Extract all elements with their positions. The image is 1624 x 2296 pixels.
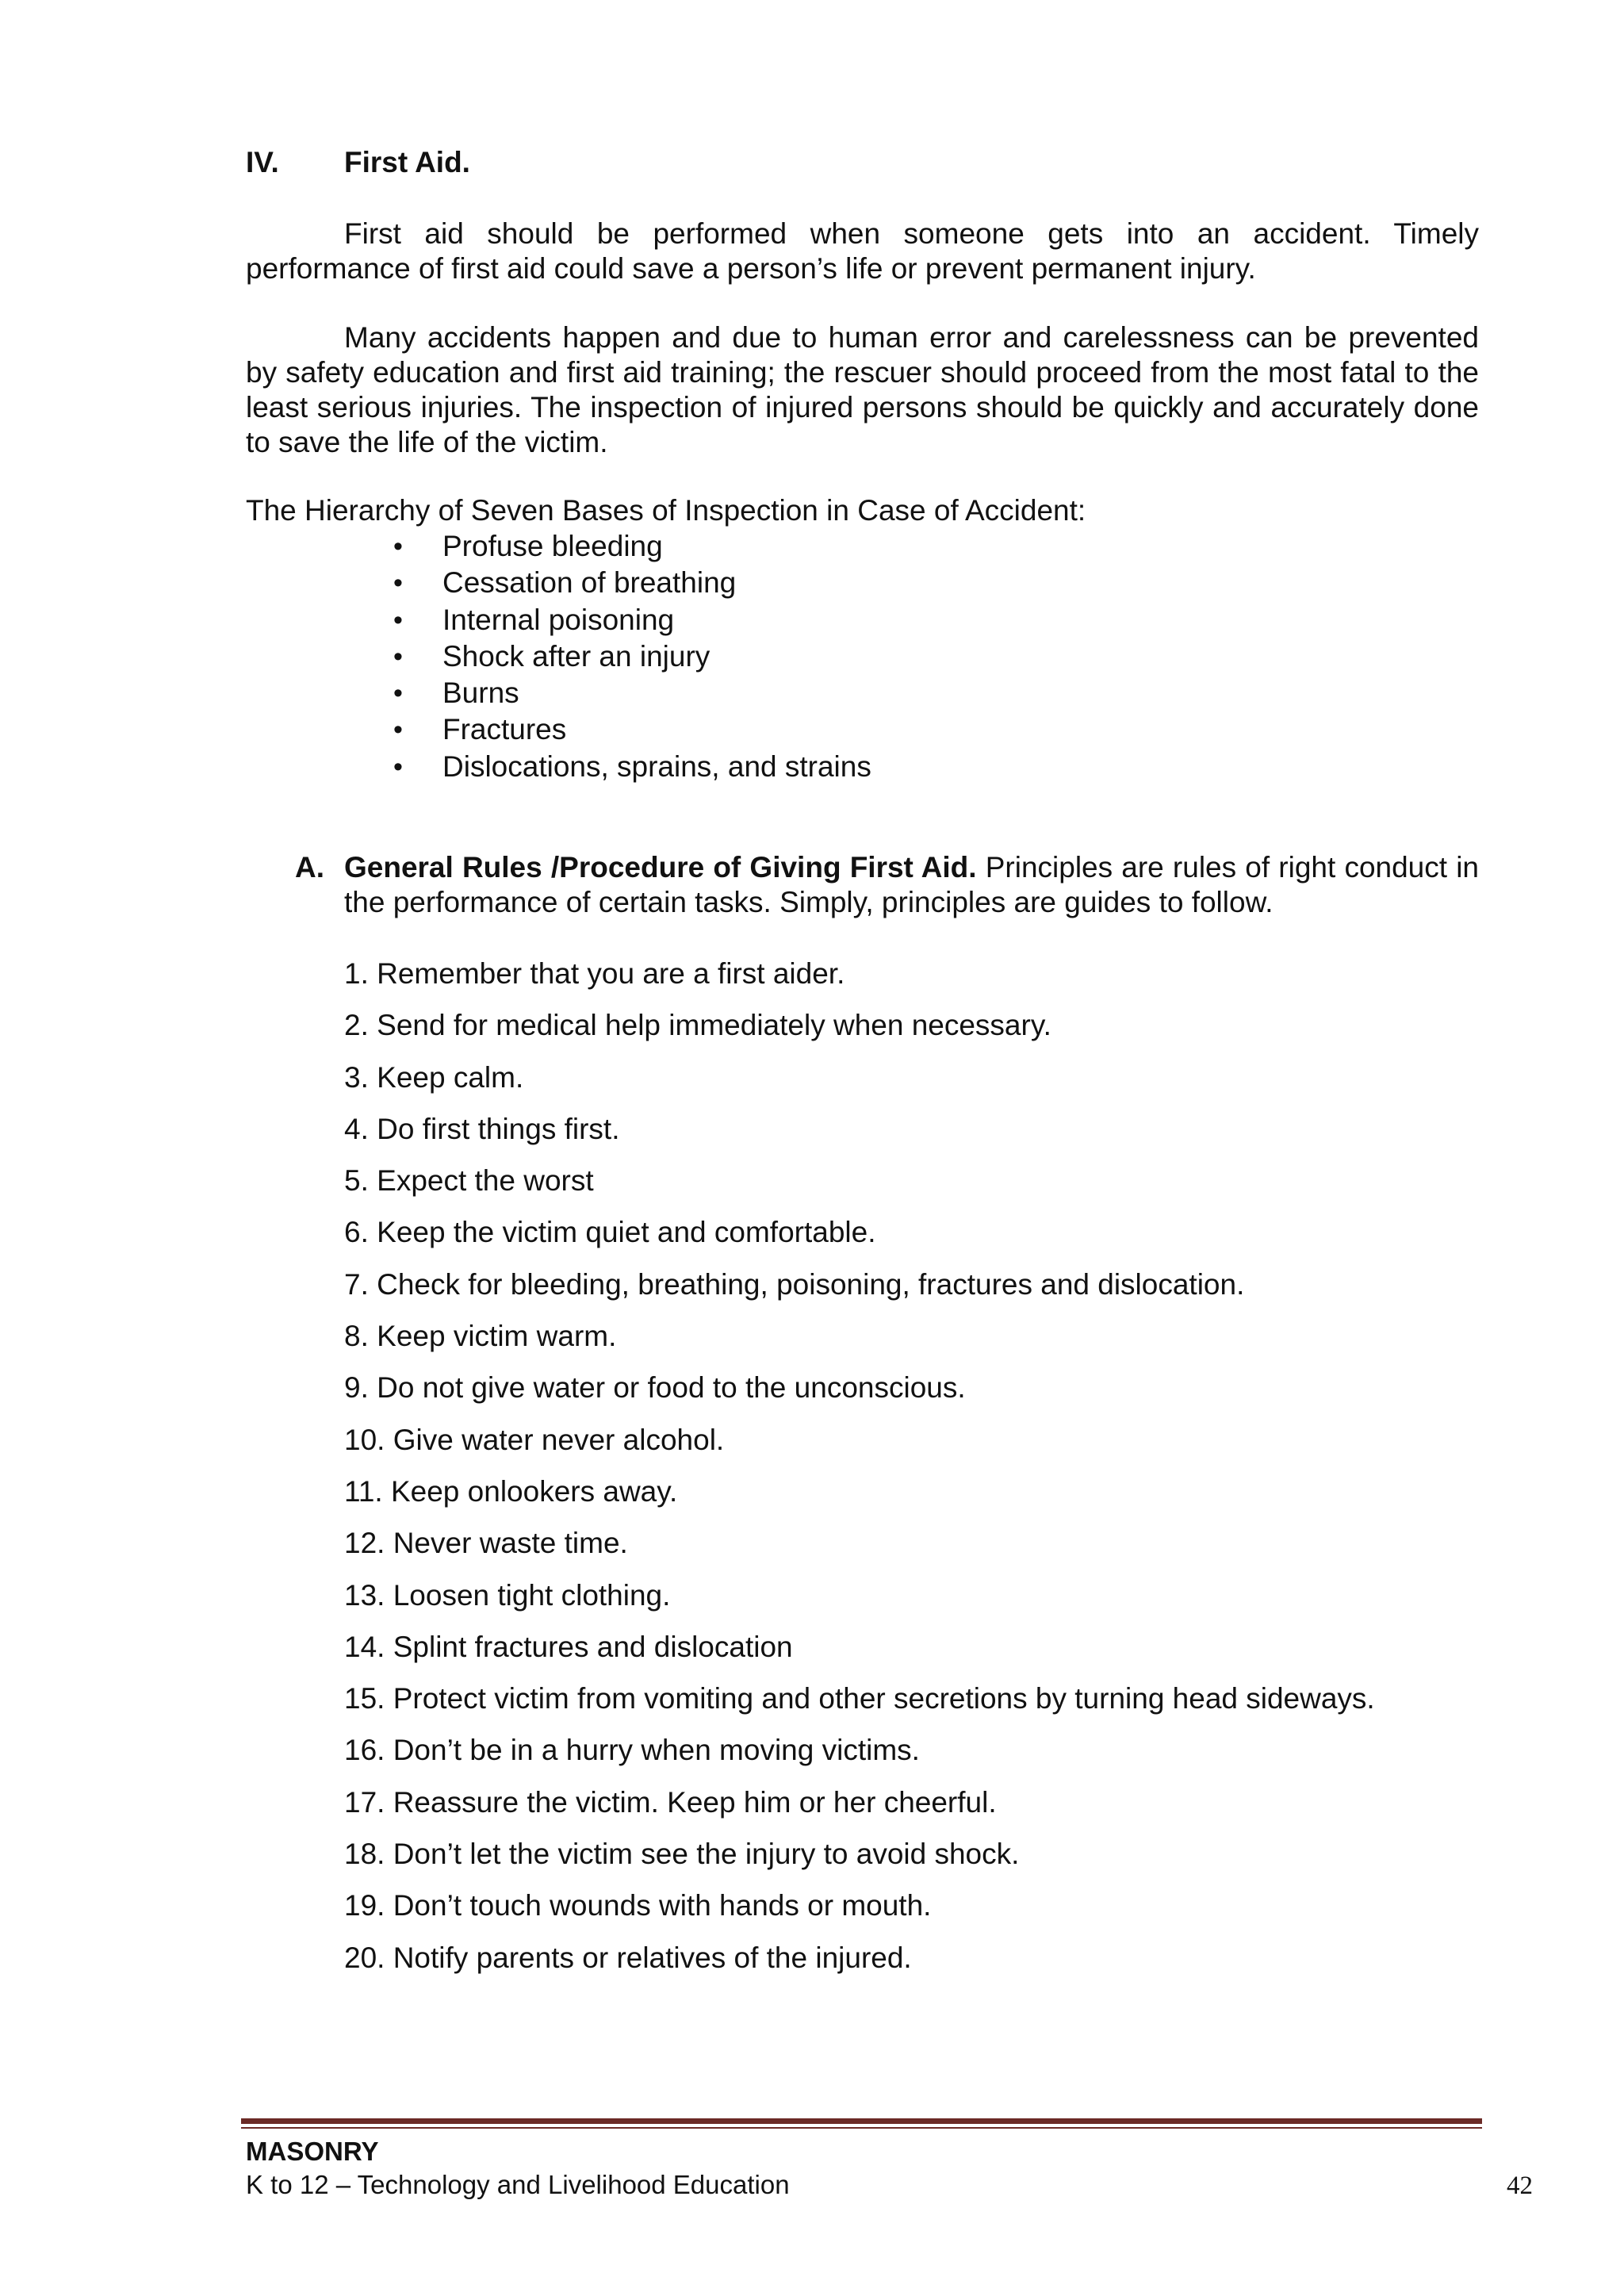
footer-divider-thin <box>241 2127 1482 2129</box>
footer-divider <box>241 2118 1482 2124</box>
bullet-icon: • <box>393 568 403 599</box>
subsection-title: General Rules /Procedure of Giving First Aid. <box>344 851 977 884</box>
paragraph-text: First aid should be performed when someone gets into an accident. Timely performance of first aid could save a person’s life or prevent permanent injury. <box>246 217 1479 285</box>
bullet-icon: • <box>393 604 403 635</box>
rule-item: 16. Don’t be in a hurry when moving victims. <box>344 1734 920 1767</box>
paragraph-accidents <box>246 320 1479 460</box>
section-heading <box>246 145 470 180</box>
bullet-icon: • <box>393 531 403 562</box>
rule-item: 1. Remember that you are a first aider. <box>344 957 845 990</box>
rule-item: 8. Keep victim warm. <box>344 1320 617 1353</box>
bullet-icon: • <box>393 751 403 782</box>
rule-item: 10. Give water never alcohol. <box>344 1423 725 1456</box>
subsection-body: Principles are rules of right conduct in the performance of certain tasks. Simply, principles are guides to follow. <box>344 851 1480 918</box>
rule-item: 11. Keep onlookers away. <box>344 1474 678 1508</box>
section-title: First Aid. <box>344 146 470 178</box>
subsection-text <box>344 850 1479 920</box>
rule-item: 3. Keep calm. <box>344 1060 524 1094</box>
rule-item: 5. Expect the worst <box>344 1164 594 1198</box>
page-number: 42 <box>1507 2171 1533 2200</box>
rule-item: 20. Notify parents or relatives of the injured. <box>344 1941 912 1974</box>
rule-item: 14. Splint fractures and dislocation <box>344 1630 793 1663</box>
rule-item: 4. Do first things first. <box>344 1112 620 1145</box>
rule-item: 18. Don’t let the victim see the injury to avoid shock. <box>344 1838 1020 1871</box>
subsection-letter: A. <box>295 851 324 884</box>
rule-item: 13. Loosen tight clothing. <box>344 1578 671 1612</box>
rule-item: 12. Never waste time. <box>344 1527 628 1560</box>
rules-list <box>344 956 1375 1992</box>
hierarchy-intro: The Hierarchy of Seven Bases of Inspection in Case of Accident: <box>246 494 1086 527</box>
paragraph-text: Many accidents happen and due to human error and carelessness can be prevented by safety education and first aid training; the rescuer should proceed from the most fatal to the least serious injuries. The inspection of injured persons should be quickly and accurately done to save the life of the victim. <box>246 321 1479 458</box>
footer-subtitle: K to 12 – Technology and Livelihood Education <box>246 2170 790 2199</box>
bullet-icon: • <box>393 678 403 709</box>
rule-item: 2. Send for medical help immediately when necessary. <box>344 1009 1051 1042</box>
rule-item: 15. Protect victim from vomiting and other secretions by turning head sideways. <box>344 1682 1375 1715</box>
rule-item: 17. Reassure the victim. Keep him or her cheerful. <box>344 1785 997 1819</box>
footer-title: MASONRY <box>246 2137 379 2166</box>
paragraph-intro <box>246 217 1479 286</box>
section-number: IV. <box>246 146 279 178</box>
bullet-icon: • <box>393 641 403 672</box>
rule-item: 6. Keep the victim quiet and comfortable. <box>344 1216 876 1249</box>
rule-item: 19. Don’t touch wounds with hands or mouth. <box>344 1889 932 1922</box>
bullet-icon: • <box>393 715 403 746</box>
rule-item: 9. Do not give water or food to the unconscious. <box>344 1371 966 1405</box>
subsection-general-rules <box>295 850 1479 920</box>
rule-item: 7. Check for bleeding, breathing, poisoning, fractures and dislocation. <box>344 1267 1245 1301</box>
